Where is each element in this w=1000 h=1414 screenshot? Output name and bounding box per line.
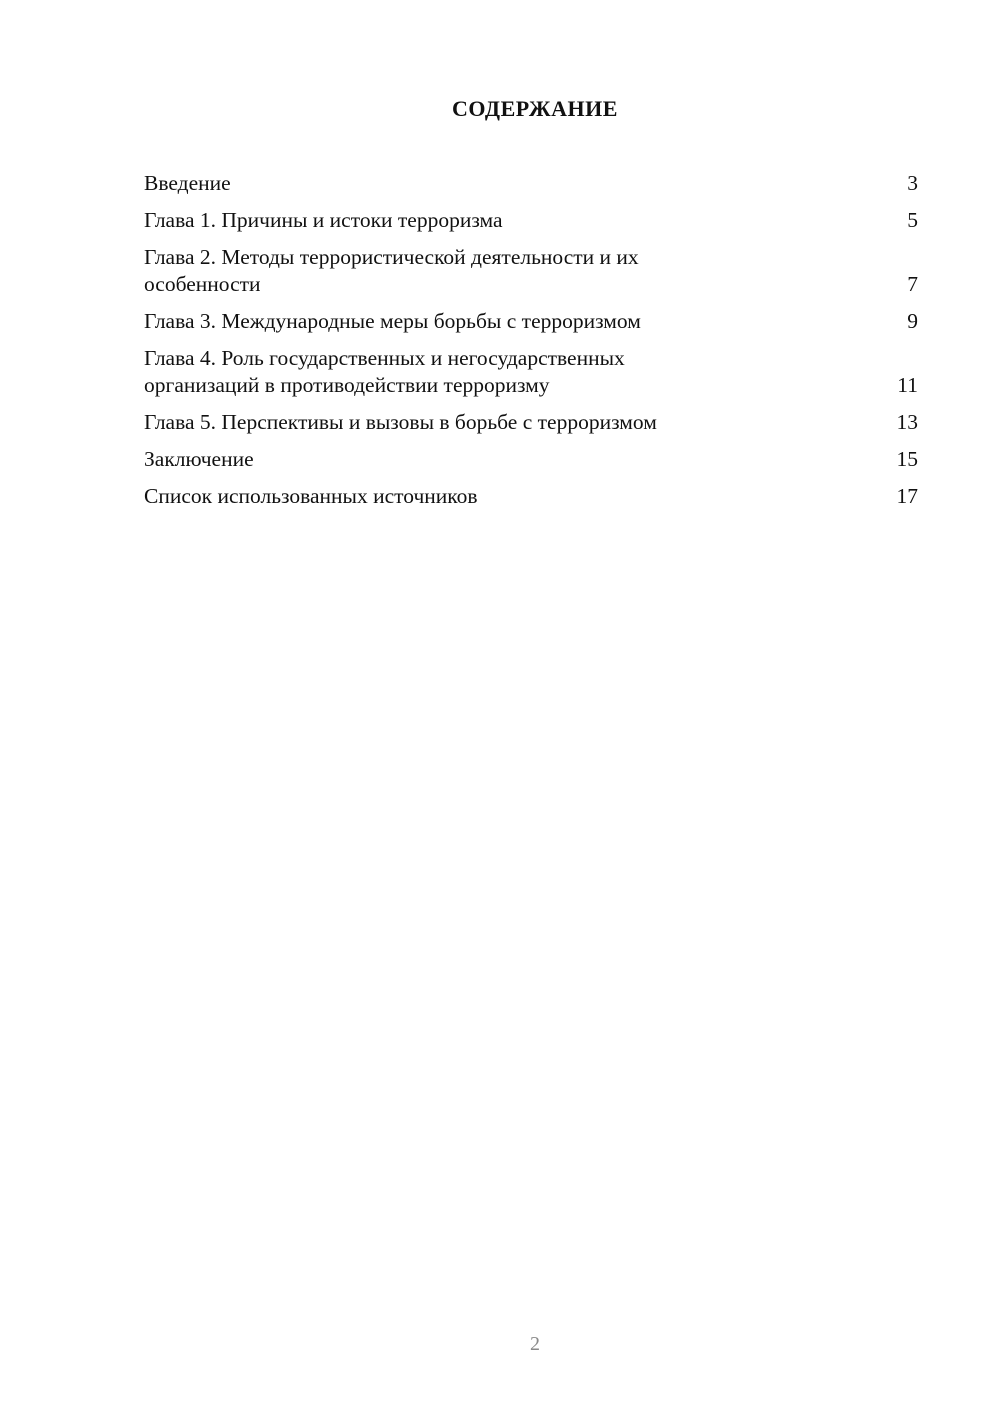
toc-entry-title: Глава 1. Причины и истоки терроризма — [144, 208, 503, 232]
toc-entry-title: Глава 3. Международные меры борьбы с терроризмом — [144, 309, 641, 333]
toc-entry-page: 7 — [907, 272, 918, 296]
toc-entry-chapter-5 — [144, 409, 918, 436]
toc-entry-introduction — [144, 170, 918, 197]
toc-entry-title: Список использованных источников — [144, 484, 478, 508]
table-of-contents — [144, 170, 918, 520]
toc-entry-page: 17 — [896, 484, 918, 508]
toc-entry-conclusion — [144, 446, 918, 473]
toc-entry-page: 15 — [896, 447, 918, 471]
toc-entry-page: 11 — [897, 373, 918, 397]
toc-entry-title: Глава 4. Роль государственных и негосударственных организаций в противодействии терроризму — [144, 346, 625, 397]
toc-entry-chapter-3 — [144, 308, 918, 335]
page-number: 2 — [530, 1333, 540, 1355]
toc-entry-title: Глава 5. Перспективы и вызовы в борьбе с терроризмом — [144, 410, 657, 434]
toc-entry-references — [144, 483, 918, 510]
toc-entry-page: 5 — [907, 208, 918, 232]
toc-entry-page: 9 — [907, 309, 918, 333]
toc-entry-title: Введение — [144, 171, 231, 195]
toc-entry-chapter-1 — [144, 207, 918, 234]
toc-entry-chapter-2 — [144, 244, 918, 298]
toc-entry-page: 3 — [907, 171, 918, 195]
page-title: СОДЕРЖАНИЕ — [452, 96, 618, 121]
toc-entry-title: Глава 2. Методы террористической деятельности и их особенности — [144, 245, 639, 296]
toc-entry-chapter-4 — [144, 345, 918, 399]
toc-entry-title: Заключение — [144, 447, 254, 471]
toc-entry-page: 13 — [896, 410, 918, 434]
